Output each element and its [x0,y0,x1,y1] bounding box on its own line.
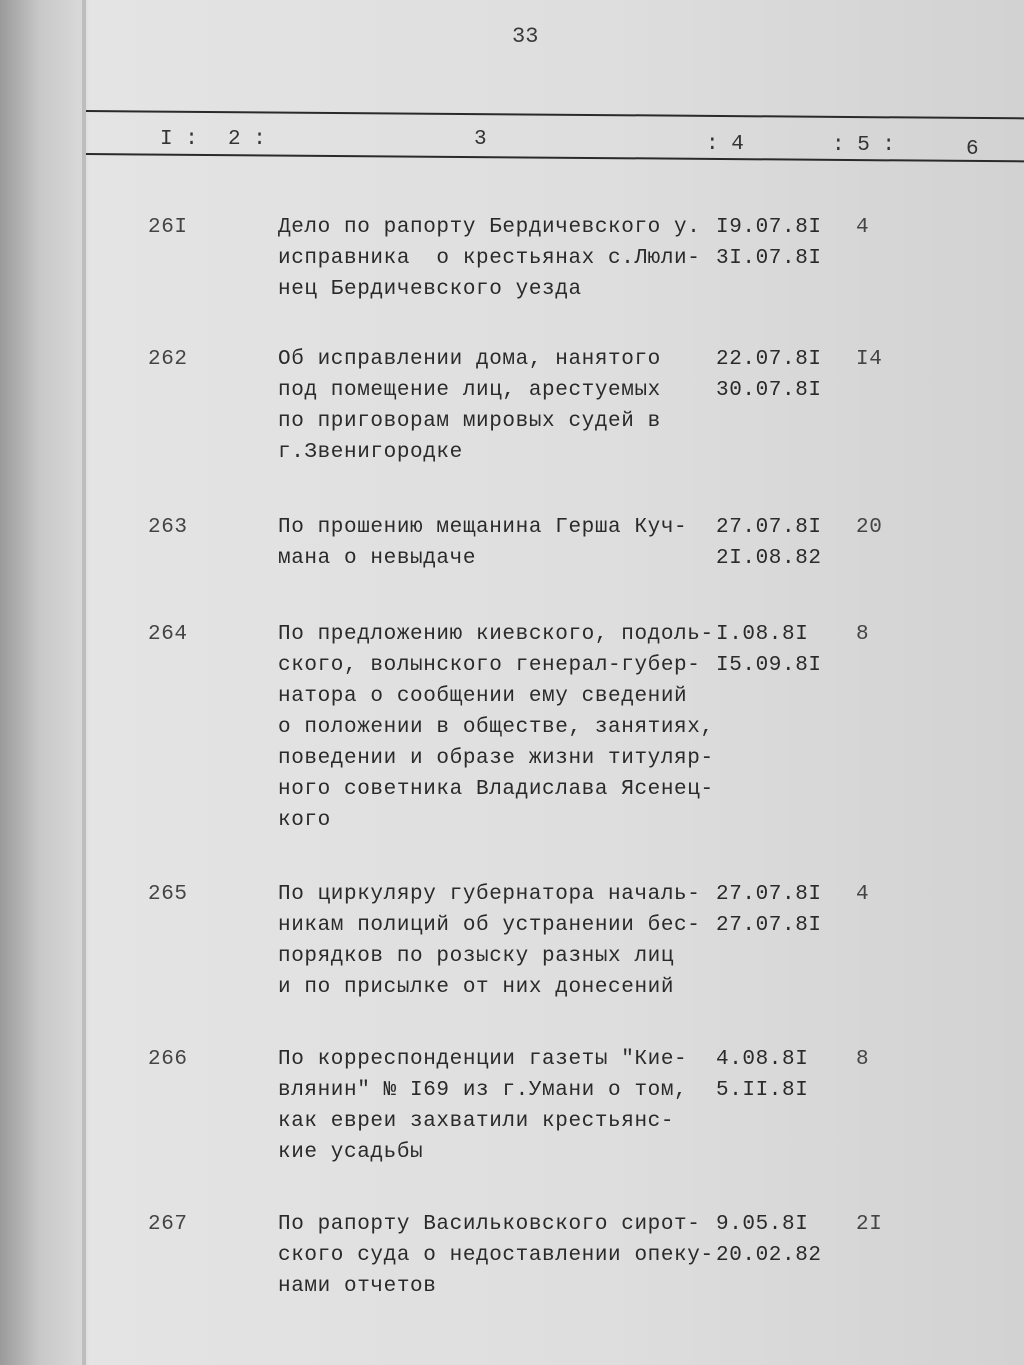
entry-dates [716,512,822,574]
description-line: Дело по рапорту Бердичевского у. [278,216,701,239]
description-line: влянин" № I69 из г.Умани о том, [278,1079,688,1102]
description-line: По корреспонденции газеты "Кие- [278,1048,688,1071]
description-line: порядков по розыску разных лиц [278,945,675,968]
entry-dates [716,212,822,274]
description-line: Об исправлении дома, нанятого [278,348,661,371]
description-line: о положении в обществе, занятиях, [278,716,714,739]
entry-number: 262 [148,348,188,371]
date: 22.07.8I [716,348,822,371]
entry-number: 267 [148,1213,188,1236]
entry-dates [716,619,822,681]
description-line: по приговорам мировых судей в [278,410,661,433]
date: I9.07.8I [716,216,822,239]
entry-dates [716,344,822,406]
header-col5: : 5 : [832,134,896,157]
table-top-rule [86,110,1024,119]
entry-description [278,344,661,468]
entry-sheets: 8 [856,1048,870,1071]
description-line: мана о невыдаче [278,547,477,570]
date: 5.II.8I [716,1079,809,1102]
entry-number: 263 [148,516,188,539]
date: 4.08.8I [716,1048,809,1071]
description-line: ного советника Владислава Ясенец- [278,778,714,801]
date: I5.09.8I [716,654,822,677]
header-col4: : 4 [706,133,744,156]
description-line: поведении и образе жизни титуляр- [278,747,714,770]
header-col3: 3 [474,128,487,151]
entry-dates [716,879,822,941]
entry-number: 265 [148,883,188,906]
description-line: никам полиций об устранении бес- [278,914,701,937]
description-line: По прошению мещанина Герша Куч- [278,516,688,539]
description-line: По циркуляру губернатора началь- [278,883,701,906]
description-line: исправника о крестьянах с.Люли- [278,247,701,270]
entry-number: 26I [148,216,188,239]
date: 27.07.8I [716,883,822,906]
date: 20.02.82 [716,1244,822,1267]
description-line: нец Бердичевского уезда [278,278,582,301]
date: 30.07.8I [716,379,822,402]
entry-sheets: 2I [856,1213,883,1236]
description-line: кого [278,809,331,832]
description-line: и по присылке от них донесений [278,976,675,999]
entry-description [278,1044,687,1168]
entry-description [278,879,700,1003]
description-line: По рапорту Васильковского сирот- [278,1213,701,1236]
date: 9.05.8I [716,1213,809,1236]
entry-description [278,1209,714,1302]
date: 27.07.8I [716,516,822,539]
entry-number: 266 [148,1048,188,1071]
description-line: кие усадьбы [278,1141,424,1164]
description-line: г.Звенигородке [278,441,463,464]
description-line: ского, волынского генерал-губер- [278,654,701,677]
entry-sheets: 4 [856,883,870,906]
date: 3I.07.8I [716,247,822,270]
entry-dates [716,1209,822,1271]
description-line: натора о сообщении ему сведений [278,685,688,708]
description-line: под помещение лиц, арестуемых [278,379,661,402]
book-spine [82,0,86,1365]
description-line: нами отчетов [278,1275,437,1298]
date: 27.07.8I [716,914,822,937]
page-number: 33 [512,24,539,49]
date: I.08.8I [716,623,809,646]
entry-sheets: 20 [856,516,883,539]
entry-description [278,619,714,836]
entry-description [278,212,700,305]
header-col1: I : [160,128,198,151]
entry-number: 264 [148,623,188,646]
entry-sheets: 8 [856,623,870,646]
description-line: По предложению киевского, подоль- [278,623,714,646]
header-col2: 2 : [228,128,266,151]
description-line: ского суда о недоставлении опеку- [278,1244,714,1267]
entry-sheets: 4 [856,216,870,239]
header-col6: 6 [966,138,979,161]
date: 2I.08.82 [716,547,822,570]
entry-dates [716,1044,808,1106]
entry-sheets: I4 [856,348,883,371]
description-line: как евреи захватили крестьянс- [278,1110,675,1133]
entry-description [278,512,687,574]
